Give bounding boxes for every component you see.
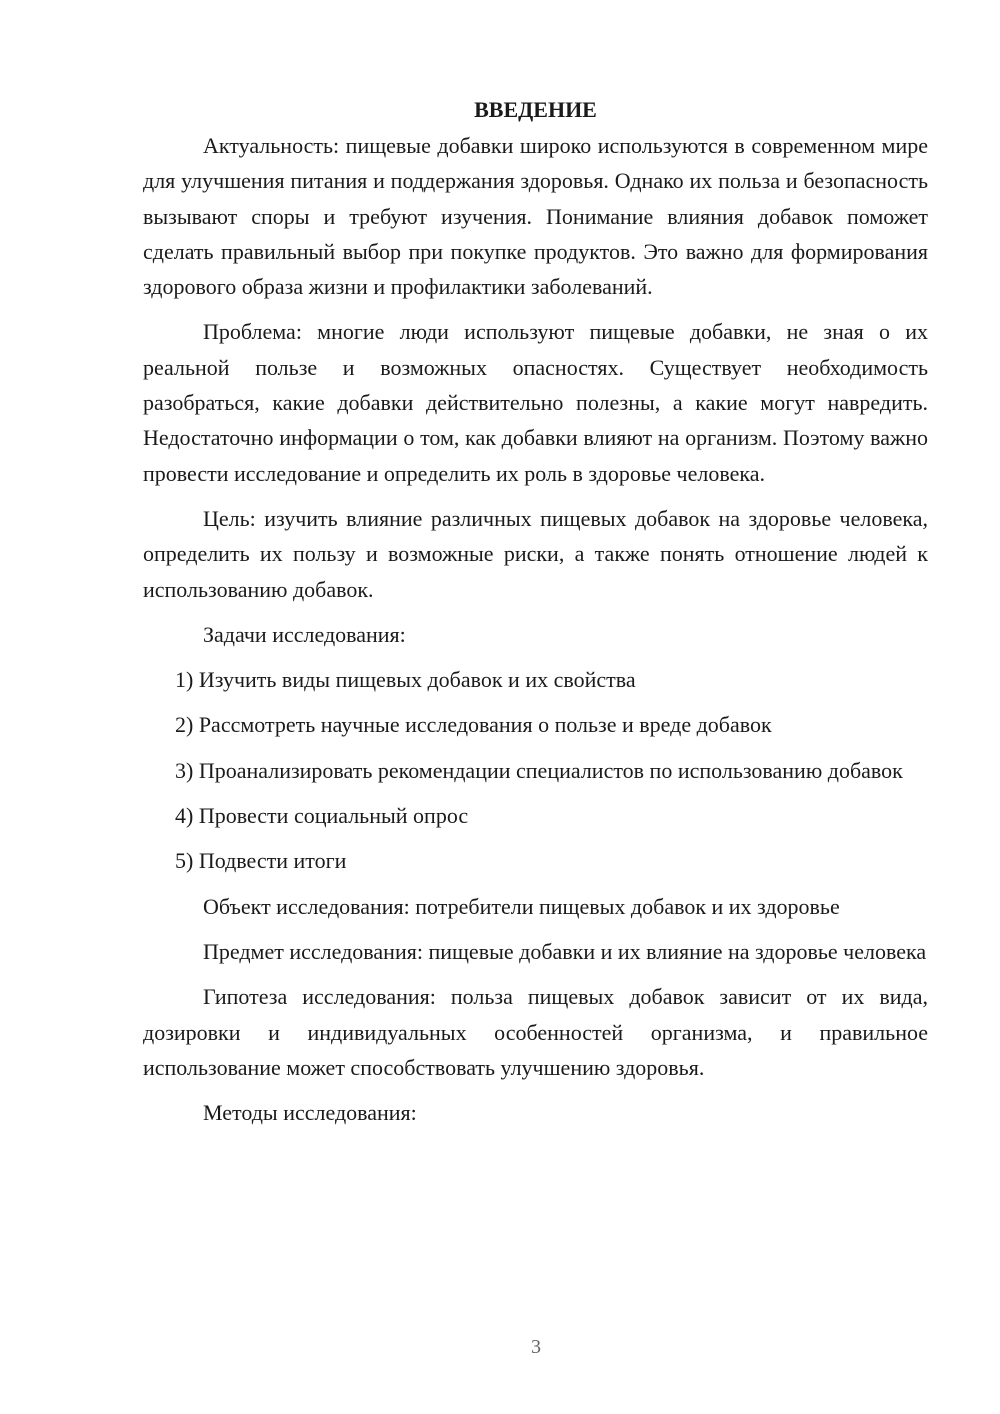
list-item: 3) Проанализировать рекомендации специалистов по использованию добавок	[175, 757, 903, 783]
object-paragraph: Объект исследования: потребители пищевых добавок и их здоровье	[203, 893, 840, 919]
page-number: 3	[531, 1336, 541, 1358]
goal-paragraph: Цель: изучить влияние различных пищевых добавок на здоровье человека, определить их пользу и возможные риски, а также понять отношение людей к использованию добавок.	[143, 505, 928, 602]
list-item: 4) Провести социальный опрос	[175, 803, 469, 829]
list-item: 5) Подвести итоги	[175, 848, 347, 874]
actuality-paragraph: Актуальность: пищевые добавки широко используются в современном мире для улучшения питания и поддержания здоровья. Однако их польза и безопасность вызывают споры и требуют изучения. Понимание влияния добавок поможет сделать правильный выбор при покупке продуктов. Это важно для формирования здорового образа жизни и профилактики заболеваний.	[143, 133, 928, 300]
tasks-list	[143, 662, 928, 878]
list-item: 1) Изучить виды пищевых добавок и их свойства	[175, 667, 636, 693]
document-page	[143, 94, 928, 1140]
methods-title: Методы исследования:	[203, 1100, 417, 1126]
section-heading: ВВЕДЕНИЕ	[474, 97, 597, 122]
tasks-title: Задачи исследования:	[203, 621, 406, 647]
problem-paragraph: Проблема: многие люди используют пищевые добавки, не зная о их реальной пользе и возможных опасностях. Существует необходимость разобраться, какие добавки действительно полезны, а какие могут навредить. Недостаточно информации о том, как добавки влияют на организм. Поэтому важно провести исследование и определить их роль в здоровье человека.	[143, 319, 928, 486]
subject-paragraph: Предмет исследования: пищевые добавки и их влияние на здоровье человека	[203, 938, 927, 964]
list-item: 2) Рассмотреть научные исследования о пользе и вреде добавок	[175, 712, 772, 738]
hypothesis-paragraph: Гипотеза исследования: польза пищевых добавок зависит от их вида, дозировки и индивидуальных особенностей организма, и правильное использование может способствовать улучшению здоровья.	[143, 984, 928, 1080]
